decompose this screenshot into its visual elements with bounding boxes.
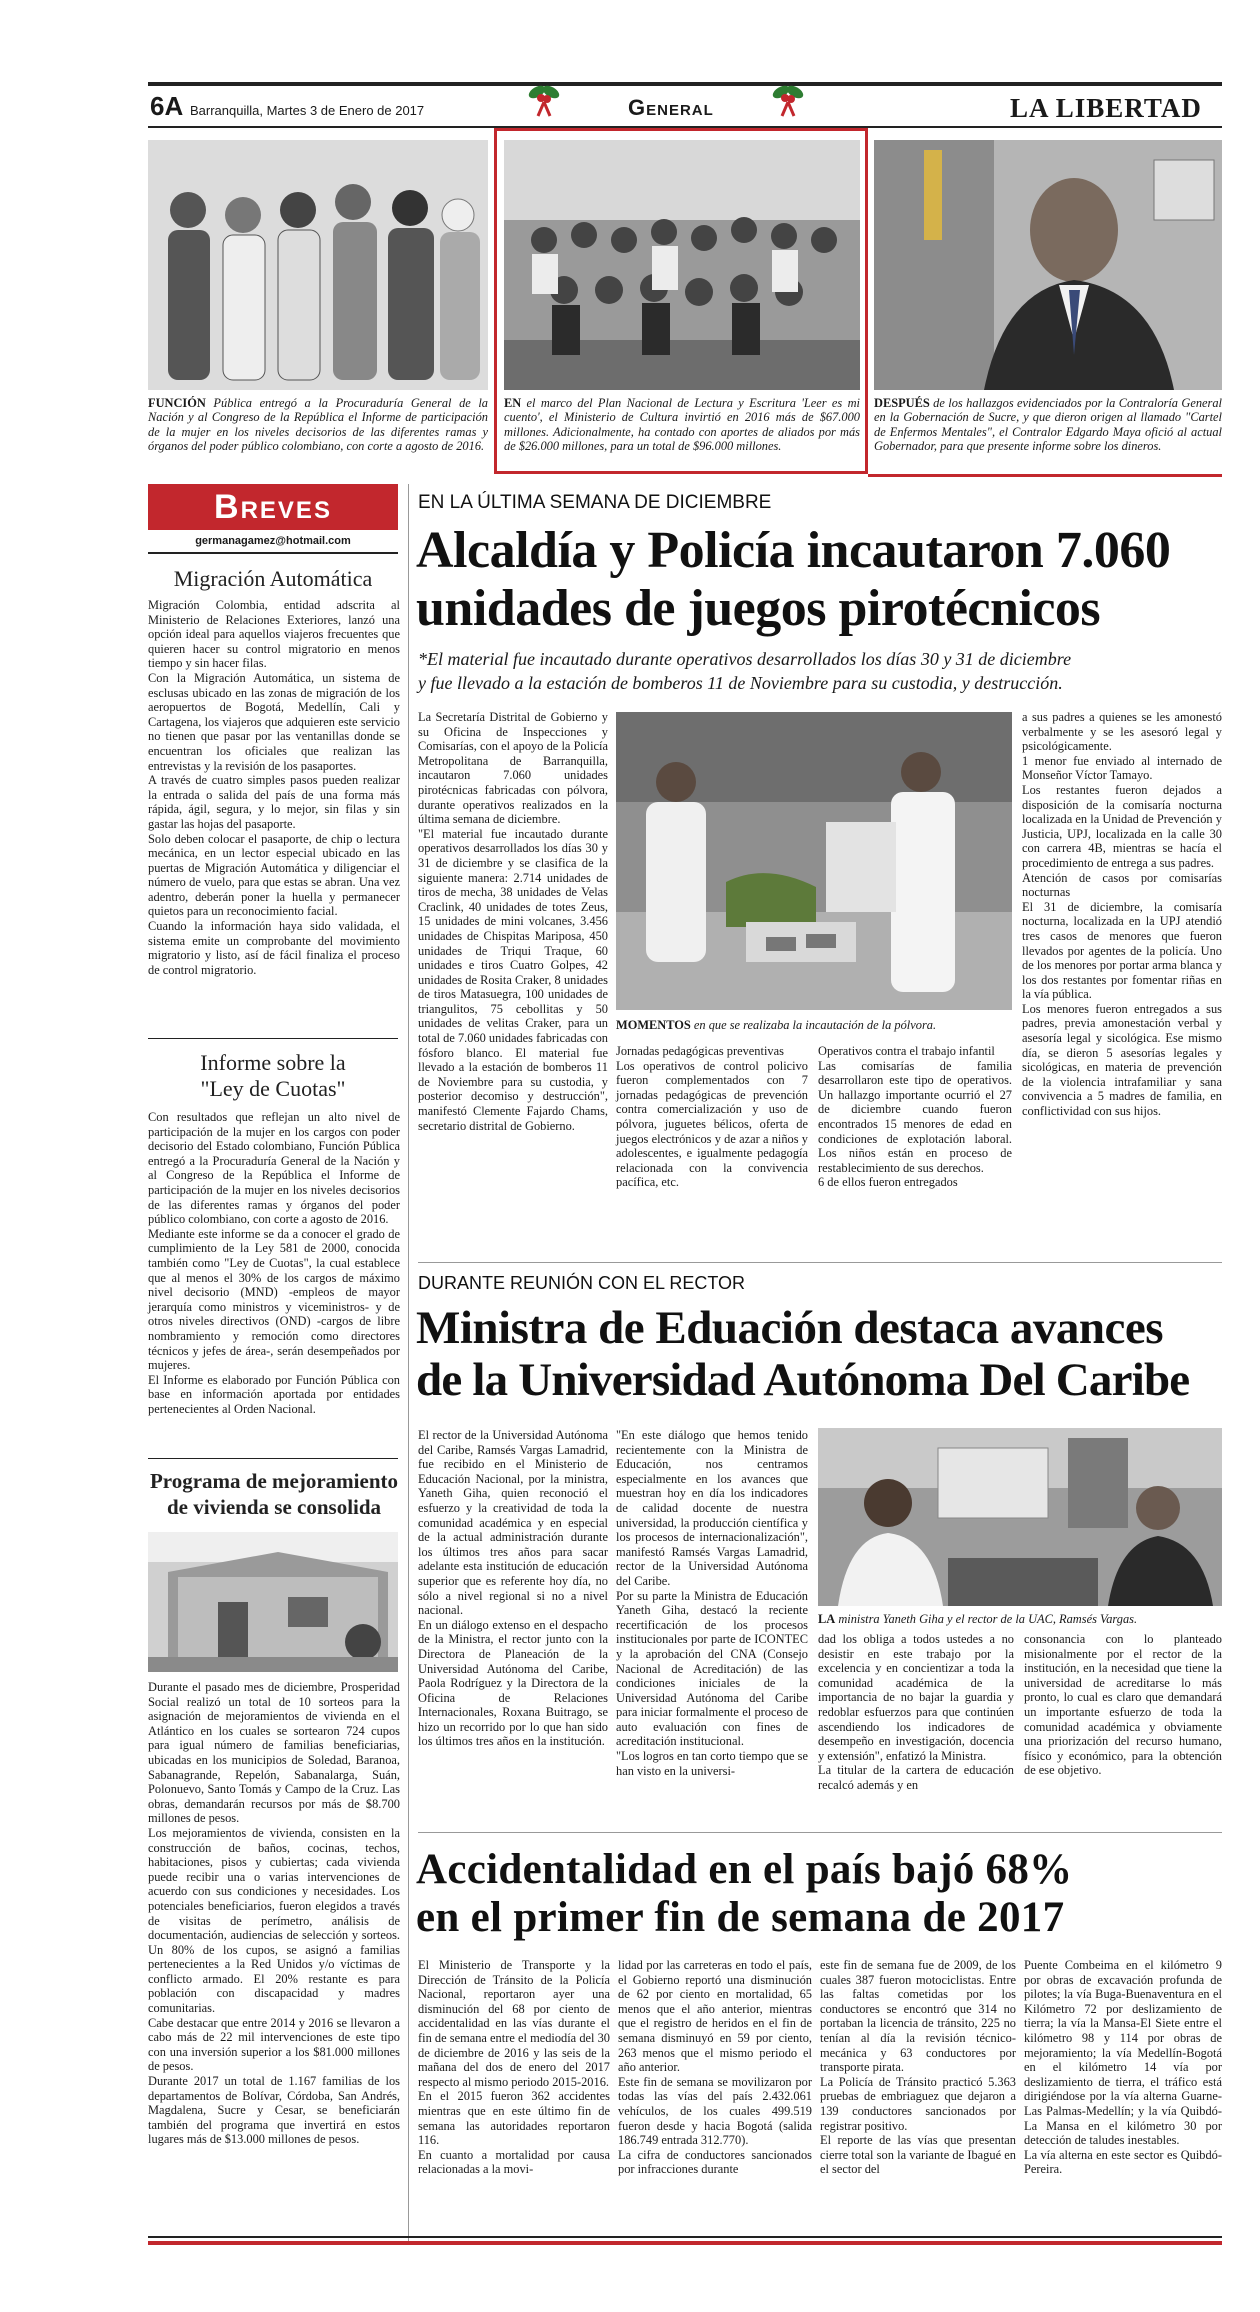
paragraph: Los restantes fueron dejados a disposición de la comisaría nocturna localizada en la Unidad de Prevención y Justicia, UPJ, localizada en la calle 30 con carrera 4B, mientras se hacía el procedimiento de entrega a sus padres. [1022, 782, 1222, 870]
article3-column-2 [618, 1958, 812, 2177]
paragraph: En cuanto a mortalidad por causa relacionadas a la movi- [418, 2147, 610, 2177]
paragraph: Mediante este informe se da a conocer el grado de cumplimiento de la Ley 581 de 2000, conocida también como "Ley de Cuotas", la cual establece que al menos el 30% de los cargos de máximo nivel decisorio (MND) -empleos de mayor jerarquía como ministros y viceministros- y de otros niveles directivos (OND) -cargos de libre nombramiento y remoción como directores técnicos y jefes de área-, serán desempeñados por mujeres. [148, 1226, 400, 1373]
paragraph: "El material fue incautado durante operativos desarrollados los días 30 y 31 de diciembre y se clasifica de la siguiente manera: 2.714 unidades de tiros de mecha, 38 unidades de Velas Craclink, 40 unidades de totes Zeus, 15 unidades de mini volcanes, 3.456 unidades de Chispitas Mariposa, 450 unidades de Triqui Traque, 60 unidades e tiros Cuatro Golpes, 42 unidades de Rosita Craker, 8 unidades de tiros Matasuegra, 100 unidades de triangulitos, 75 cebollitas y 50 unidades de velitas Craker, para un total de 7.060 unidades fabricadas con fósforo blanco. El material fue llevado a la estación de bomberos 11 de Noviembre para su custodia, y posterior decomiso y destrucción", manifestó Clemente Fajardo Chams, secretario distrital de Gobierno. [418, 826, 608, 1133]
article3-headline-line1: Accidentalidad en el país bajó 68% [416, 1846, 1073, 1893]
paragraph: En el 2015 fueron 362 accidentes mientras que en este último fin de semana las autoridades reportaron 116. [418, 2089, 610, 2148]
caption-women-group [148, 396, 488, 454]
caption-text: ministra Yaneth Giha y el rector de la UAC, Ramsés Vargas. [835, 1612, 1138, 1626]
paragraph: este fin de semana fue de 2009, de los cuales 387 fueron motociclistas. Entre las faltas cometidas por los conductores se encontró que 314 no portaban la licencia de tránsito, 225 no tenían al día la revisión técnico-mecánica y 63 conductores por transporte pirata. [820, 1958, 1016, 2075]
paragraph: La vía alterna en este sector es Quibdó-Pereira. [1024, 2147, 1222, 2177]
article2-column-3 [818, 1632, 1014, 1793]
paragraph: A través de cuatro simples pasos pueden realizar la entrada o salida del país de una forma más rápida, ágil, segura, y lo mejor, sin filas y sin gastar las hojas del pasaporte. [148, 773, 400, 831]
paragraph: Con la Migración Automática, un sistema de esclusas ubicado en las zonas de migración de los aeropuertos de Bogotá, Medellín, Cali y Cartagena, los viajeros que adquieren este servicio no tienen que pasar por las ventanillas donde se encuentran los oficiales que realizan las entrevistas y la revisión de los pasaportes. [148, 670, 400, 773]
article1-column-2 [616, 1044, 808, 1190]
page-number: 6A [150, 91, 184, 121]
paragraph: El reporte de las vías que presentan cierre total son la variante de Ibagué en el sector del [820, 2133, 1016, 2177]
paragraph: "En este diálogo que hemos tenido recientemente con la Ministra de Educación, nos centramos especialmente en los avances que muestran hoy en día los indicadores de calidad docente de nuestra universidad, la producción científica y los procesos de internacionalización", manifestó Ramsés Vargas Lamadrid, rector de la Universidad Autónoma del Caribe. [616, 1428, 808, 1588]
caption-lead: DESPUÉS [874, 396, 930, 410]
caption-text: el marco del Plan Nacional de Lectura y Escritura 'Leer es mi cuento', el Ministerio de Cultura invirtió en 2016 más de $67.000 millones. Adicionalmente, ha contado con aportes de aliados por más de $26.000 millones, para un total de $96.000 millones. [504, 396, 860, 454]
paragraph: El rector de la Universidad Autónoma del Caribe, Ramsés Vargas Lamadrid, fue recibido en el Ministerio de Educación Nacional, por la ministra, Yaneth Giha, quien reconoció el esfuerzo y la creatividad de toda la comunidad académica y en especial de la actual administración durante los últimos tres años para sacar adelante esta institución de educación superior que es referente hoy día, no sólo a nivel regional si no a nivel nacional. [418, 1428, 608, 1618]
photo-women-group [148, 140, 488, 390]
paragraph: Solo deben colocar el pasaporte, de chip o lectura mecánica, en un lector especial ubicado en las puertas de Migración Automática y diligenciar el número de vuelo, para que estas se abran. Una vez adentro, deberán poner la huella y permanecer quietos para un reconocimiento facial. [148, 831, 400, 919]
paragraph: El Ministerio de Transporte y la Dirección de Tránsito de la Policía Nacional, reportaron ayer una disminución del 68 por ciento de accidentalidad en las vías durante el fin de semana entre el mediodía del 30 de diciembre de 2016 y las seis de la mañana del dos de enero del 2017 respecto al mismo periodo 2015-2016. [418, 1958, 610, 2089]
paragraph: La Policía de Tránsito practicó 5.363 pruebas de embriaguez que dejaron a 139 conductores sancionados por registrar positivo. [820, 2074, 1016, 2133]
article2-bottom-rule [418, 1832, 1222, 1833]
article3-column-3 [820, 1958, 1016, 2177]
caption-text: de los hallazgos evidenciados por la Contraloría General en la Gobernación de Sucre, y que dieron origen al llamado "Cartel de Enfermos Mentales", el Contralor Edgardo Maya ofició al actual Gobernador, para que presente informe sobre los dineros. [874, 396, 1222, 454]
top-section-divider [868, 474, 1222, 477]
article1-headline-line2: unidades de juegos pirotécnicos [416, 580, 1101, 637]
breves-email: germanagamez@hotmail.com [195, 535, 351, 547]
paragraph: Cuando la información haya sido validada, el sistema emite un comprobante del movimiento migratorio y listo, así de fácil finaliza el proceso de control migratorio. [148, 919, 400, 977]
photo-pirotecnia [616, 712, 1012, 1010]
brief-title-migracion: Migración Automática [173, 566, 373, 591]
paragraph: dad los obliga a todos ustedes a no desistir en este trabajo por la excelencia y en concientizar a toda la comunidad académica de la importancia de no bajar la guardia y redoblar esfuerzos para que continúen ascendiendo los indicadores de desempeño en investigación, docencia y extensión", enfatizó la Ministra. [818, 1632, 1014, 1763]
paragraph: 1 menor fue enviado al internado de Monseñor Víctor Tamayo. [1022, 753, 1222, 783]
breves-header: Breves [214, 488, 332, 526]
article1-headline-line1: Alcaldía y Policía incautaron 7.060 [416, 522, 1171, 579]
article3-column-1 [418, 1958, 610, 2177]
paragraph: Los menores fueron entregados a sus padres, previa amonestación verbal y asesoría legal y sicológica. Ese mismo día, se dieron 5 asesorías legales y sicológicas, en materia de prevención de la violencia intrafamiliar y sana convivencia a 5 madres de familia, en conflictividad con sus hijos. [1022, 1001, 1222, 1119]
paragraph: 6 de ellos fueron entregados [818, 1175, 958, 1190]
sidebar-separator [408, 484, 409, 2244]
caption-lead: EN [504, 396, 522, 410]
photo-ministra-rector [818, 1428, 1222, 1606]
article1-kicker: EN LA ÚLTIMA SEMANA DE DICIEMBRE [418, 492, 772, 513]
paragraph: Este fin de semana se movilizaron por todas las vías del país 2.432.061 vehículos, de los cuales 499.519 fueron desde y hacia Bogotá (salida 186.749 entrada 312.770). [618, 2074, 812, 2148]
brief-body-migracion [148, 598, 400, 977]
caption-contralor [874, 396, 1222, 454]
paragraph: El Informe es elaborado por Función Pública con base en información aportada por entidades pertenecientes al Orden Nacional. [148, 1372, 400, 1416]
article2-kicker: DURANTE REUNIÓN CON EL RECTOR [418, 1273, 746, 1293]
paragraph: consonancia con lo planteado misionalmente por el rector de la institución, en la necesidad que tiene la universidad de acreditarse lo más pronto, lo cual es claro que demandará un importante esfuerzo de toda la comunidad académica y obviamente una priorización del recurso humano, físico y económico, para la obtención de ese objetivo. [1024, 1632, 1222, 1778]
article1-column-1 [418, 710, 608, 1133]
paragraph: lidad por las carreteras en todo el país, el Gobierno reportó una disminución de 62 por ciento en mortalidad, 65 menos que el año anterior, mientras que el registro de heridos en el fin de semana disminuyó en 59 por ciento, 263 menos que el mismo periodo el año anterior. [618, 1958, 812, 2075]
subhead: Operativos contra el trabajo infantil [818, 1044, 995, 1058]
paragraph: Migración Colombia, entidad adscrita al Ministerio de Relaciones Exteriores, lanzó una opción ideal para aquellos viajeros frecuentes que quieren hacer su control migratorio en menos tiempo y sin hacer filas. [148, 598, 400, 671]
brief-body-vivienda [148, 1680, 400, 2147]
paragraph: Por su parte la Ministra de Educación Yaneth Giha, destacó la reciente recertificación de los procesos institucionales por parte de ICONTEC y la aprobación del CNA (Consejo Nacional de Acreditación) de las condiciones iniciales de la Universidad Autónoma del Caribe para iniciar formalmente el proceso de auto evaluación con fines de acreditación institucional. [616, 1588, 808, 1749]
article1-column-4 [1022, 710, 1222, 1119]
newspaper-name: LA LIBERTAD [1010, 93, 1202, 123]
paragraph: Los mejoramientos de vivienda, consisten en la construcción de baños, cocinas, techos, habitaciones, pisos y cubiertas; cada vivienda puede recibir una o varias intervenciones de acuerdo con sus condiciones y necesidades. Los potenciales beneficiarios, fueron elegidos a través de visitas de perímetro, análisis de documentación, audiencias de selección y sorteos. Un 80% de los cupos, se asignó a familias pertenecientes a la Red Unidos y/o víctimas de conflicto armado. El 20% restante es para población con discapacidad y madres comunitarias. [148, 1825, 400, 2016]
caption-lead: LA [818, 1612, 836, 1626]
paragraph: Los operativos de control policivo fueron complementados con 7 jornadas pedagógicas de prevención contra comercialización y uso de pólvora, juguetes bélicos, oferta de juegos electrónicos y de azar a niños y adolescentes, e igualmente pedagogía relacionada con la convivencia pacífica, etc. [616, 1058, 808, 1190]
caption-children-group [504, 396, 860, 454]
caption-text: Pública entregó a la Procuraduría General de la Nación y al Congreso de la República el Informe de participación de la mujer en los niveles decisorios de las diferentes ramas y órganos del poder público colombiano, con corte a agosto de 2016. [148, 396, 488, 454]
subhead: Atención de casos por comisarías nocturnas [1022, 870, 1222, 900]
article3-column-4 [1024, 1958, 1222, 2177]
caption-lead: MOMENTOS [616, 1018, 691, 1032]
paragraph: La cifra de conductores sancionados por infracciones durante [618, 2147, 812, 2177]
paragraph: Las comisarías de familia desarrollaron este tipo de operativos. Un hallazgo importante ocurrió el 27 de diciembre cuando fueron encontrados 15 menores de edad en condiciones de explotación laboral. Los niños están en proceso de restablecimiento de sus derechos. [818, 1058, 1012, 1175]
paragraph: Con resultados que reflejan un alto nivel de participación de la mujer en los cargos con poder decisorio del Estado colombiano, Función Pública entregó a la Procuraduría General de la Nación y al Congreso de la República el Informe de participación de la mujer en los niveles decisorios de las diferentes ramas y órganos del poder público colombiano, con corte a agosto de 2016. [148, 1110, 400, 1227]
article1-deck-line2: y fue llevado a la estación de bomberos 11 de Noviembre para su custodia, y destrucción. [418, 673, 1063, 693]
dateline: Barranquilla, Martes 3 de Enero de 2017 [190, 103, 425, 118]
article2-headline-line1: Ministra de Eduación destaca avances [416, 1302, 1164, 1354]
photo-contralor [874, 140, 1222, 390]
paragraph: Durante 2017 un total de 1.167 familias de los departamentos de Bolívar, Córdoba, San Andrés, Magdalena, Sucre y Cesar, se beneficiarán también del programa que invertirá en estos lugares más de $13.000 millones de pesos. [148, 2074, 400, 2147]
caption-ministra-rector [818, 1612, 1222, 1626]
article2-column-4 [1024, 1632, 1222, 1778]
article3-headline-line2: en el primer fin de semana de 2017 [416, 1894, 1065, 1941]
article1-deck-line1: *El material fue incautado durante operativos desarrollados los días 30 y 31 de diciembre [418, 649, 1072, 669]
paragraph: En un diálogo extenso en el despacho de la Ministra, el rector junto con la Directora de Planeación de la Universidad Autónoma del Caribe, Paola Rodríguez y la Directora de la Oficina de Relaciones Internacionales, Roxana Buitrago, se hizo un recorrido por lo que han sido los últimos tres años en la institución. [418, 1617, 608, 1749]
caption-lead: FUNCIÓN [148, 396, 206, 410]
brief-title-ley-cuotas: Informe sobre la "Ley de Cuotas" [200, 1050, 346, 1101]
section-title: General [628, 95, 714, 120]
photo-children-group [504, 140, 860, 390]
article1-bottom-rule [418, 1262, 1222, 1263]
paragraph: La Secretaría Distrital de Gobierno y su Oficina de Inspecciones y Comisarías, con el apoyo de la Policía Metropolitana de Barranquilla, incautaron 7.060 unidades pirotécnicas fabricadas con pólvora, durante operativos realizados en la última semana de diciembre. [418, 710, 608, 827]
article2-column-1 [418, 1428, 608, 1749]
photo-house [148, 1532, 398, 1672]
breves-email-rule [148, 552, 398, 554]
article2-headline-line2: de la Universidad Autónoma Del Caribe [416, 1354, 1190, 1406]
holly-left-icon [526, 78, 562, 118]
caption-pirotecnia [616, 1018, 1012, 1032]
holly-right-icon [770, 78, 806, 118]
caption-text: en que se realizaba la incautación de la pólvora. [690, 1018, 937, 1032]
top-rule [148, 82, 1222, 86]
paragraph: Cabe destacar que entre 2014 y 2016 se llevaron a cabo más de 22 mil intervenciones de este tipo con una inversión superior a los $81.000 millones de pesos. [148, 2015, 400, 2074]
bottom-rule [148, 2236, 1222, 2238]
paragraph: El 31 de diciembre, la comisaría nocturna, localizada en la UPJ atendió tres casos de menores que fueron llevados por agentes de la policía. Uno de los menores por portar arma blanca y los dos restantes por fomentar riñas en la vía pública. [1022, 899, 1222, 1002]
brief-divider [148, 1038, 398, 1039]
paragraph: "Los logros en tan corto tiempo que se han visto en la universi- [616, 1749, 808, 1778]
brief-body-ley-cuotas [148, 1110, 400, 1416]
brief-title-vivienda: Programa de mejoramiento de vivienda se consolida [149, 1469, 399, 1519]
article2-column-2 [616, 1428, 808, 1778]
bottom-red-rule [148, 2241, 1222, 2245]
subhead: Jornadas pedagógicas preventivas [616, 1044, 784, 1058]
paragraph: La titular de la cartera de educación recalcó además y en [818, 1763, 1014, 1792]
article1-column-3 [818, 1044, 1012, 1190]
paragraph: Durante el pasado mes de diciembre, Prosperidad Social realizó un total de 10 sorteos para la asignación de mejoramientos de vivienda en el Atlántico en los cuales se sortearon 724 cupos para igual número de familias beneficiarias, ubicadas en los municipios de Soledad, Baranoa, Sabanagrande, Repelón, Sabanalarga, Suán, Polonuevo, Santo Tomás y Campo de la Cruz. Las obras, demandarán recursos por más de $8.700 millones de pesos. [148, 1680, 400, 1826]
paragraph: a sus padres a quienes se les amonestó verbalmente y se les asesoró legal y psicológicamente. [1022, 710, 1222, 754]
brief-divider [148, 1458, 398, 1459]
paragraph: Puente Combeima en el kilómetro 9 por obras de excavación profunda de pilotes; la vía Buga-Buenaventura en el Kilómetro 72 por deslizamiento de tierra; la vía la Mansa-El Siete entre el kilómetro 98 y 114 por obras de mejoramiento; la vía Medellín-Bogotá en el kilómetro 14 vía por deslizamiento de tierra, el tráfico está dirigiéndose por la vía alterna Guarne-Las Palmas-Medellín; y la vía Quibdó-La Mansa en el kilómetro 30 por detección de taludes inestables. [1024, 1958, 1222, 2148]
